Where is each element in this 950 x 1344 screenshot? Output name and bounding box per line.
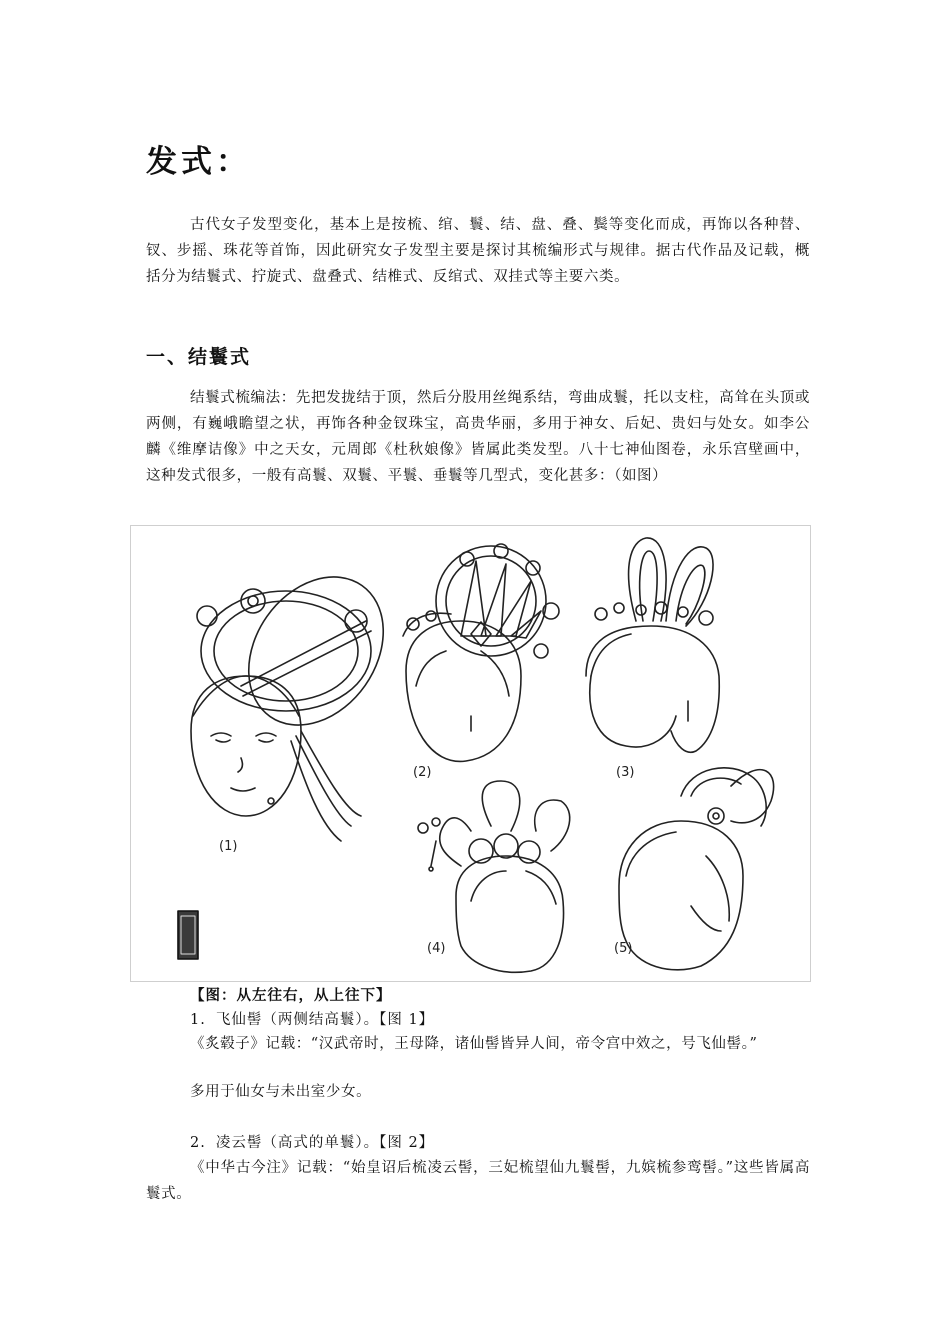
entry-1-quote: 《炙毂子》记载：“汉武帝时，王母降，诸仙髻皆异人间，帝令宫中效之，号飞仙髻。” [190, 1036, 758, 1052]
figure-label-3: (3) [616, 765, 635, 780]
entry-2-heading [190, 1131, 434, 1152]
entry-2-number: 2. [190, 1135, 206, 1151]
figure-label-4: (4) [427, 941, 446, 956]
intro-paragraph: 古代女子发型变化，基本上是按梳、绾、鬟、结、盘、叠、鬓等变化而成，再饰以各种替、钗、步摇、珠花等首饰，因此研究女子发型主要是探讨其梳编形式与规律。据古代作品及记载，概括分为结鬟式、拧旋式、盘叠式、结椎式、反绾式、双挂式等主要六类。 [146, 217, 810, 285]
entry-1-note: 多用于仙女与未出室少女。 [190, 1084, 372, 1100]
entry-2-quote: 《中华古今注》记载：“始皇诏后梳凌云髻，三妃梳望仙九鬟髻，九嫔梳参鸾髻。”这些皆属高鬟式。 [146, 1160, 810, 1202]
entry-1-title: 飞仙髻（两侧结高鬟）。【图 1】 [215, 1012, 435, 1028]
figure-label-1: (1) [219, 839, 238, 854]
section-heading: 一、结鬟式 [146, 346, 252, 368]
hairstyle-illustration [130, 525, 811, 982]
figure-caption: 【图：从左往右，从上往下】 [190, 987, 392, 1004]
entry-1-heading [190, 1008, 434, 1029]
section-body: 结鬟式梳编法：先把发拢结于顶，然后分股用丝绳系结，弯曲成鬟，托以支柱，高耸在头顶或两侧，有巍峨瞻望之状，再饰各种金钗珠宝，高贵华丽，多用于神女、后妃、贵妇与处女。如李公麟《维摩诘像》中之天女，元周郎《杜秋娘像》皆属此类发型。八十七神仙图卷，永乐宫壁画中，这种发式很多，一般有高鬟、双鬟、平鬟、垂鬟等几型式，变化甚多：（如图） [146, 390, 810, 484]
page-title: 发式： [146, 144, 251, 180]
hairstyle-5-drawing [619, 768, 774, 970]
red-seal [178, 911, 198, 959]
hairstyle-1-drawing [191, 551, 411, 841]
hairstyle-3-drawing [586, 538, 719, 752]
figure-label-2: (2) [413, 765, 432, 780]
entry-1-number: 1. [190, 1012, 206, 1028]
hairstyle-2-drawing [403, 544, 559, 761]
figure-label-5: (5) [614, 941, 633, 956]
entry-2-title: 凌云髻（高式的单鬟）。【图 2】 [215, 1135, 435, 1151]
